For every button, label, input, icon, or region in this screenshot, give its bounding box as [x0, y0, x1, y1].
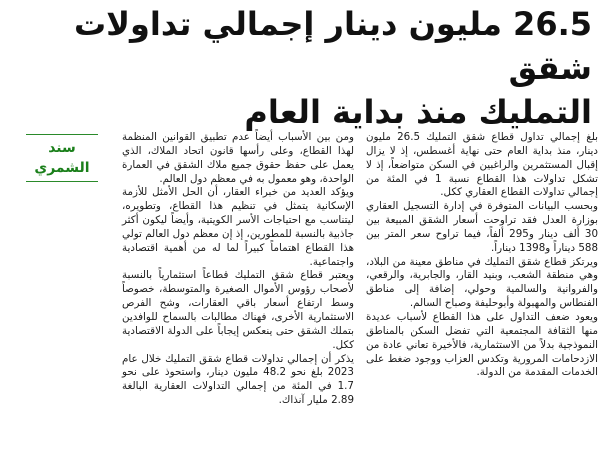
paragraph: بلغ إجمالي تداول قطاع شقق التمليك 26.5 مليون دينار، منذ بداية العام حتى نهاية أغسطس، إذ لا يزال إقبال المستثمرين والراغبين في السكن متواضعاً، إذ لا تشكل تداولات هذا القطاع نسبة 1 في المئة من إجمالي تداولات القطاع العقاري ككل. — [366, 131, 599, 199]
byline-author: سند الشمري — [34, 140, 90, 176]
article-column-right — [366, 131, 598, 380]
headline-line-1: 26.5 مليون دينار إجمالي تداولات شقق — [74, 5, 592, 87]
byline-bottom-rule — [26, 181, 98, 182]
paragraph: ويرتكز قطاع شقق التمليك في مناطق معينة من البلاد، وهي منطقة الشعب، وبنيد القار، والجابرية، والرقعي، والفروانية والسالمية وحولي، إضافة إلى مناطق الفنطاس والمهبولة وأبوحليفة وصباح السالم. — [366, 255, 598, 310]
headline-line-2: التمليك منذ بداية العام — [244, 93, 592, 131]
paragraph: ويعود ضعف التداول على هذا القطاع لأسباب عديدة منها الثقافة المجتمعية التي تفضل السكن بالمناطق النموذجية بدلاً من الاستثمارية، فالأخيرة تعاني عادة من الازدحامات المرورية وتكدس العزاب ووجود ضغط على الخدمات المقدمة من الدولة. — [366, 310, 598, 379]
paragraph: ويعتبر قطاع شقق التمليك قطاعاً استثمارياً بالنسبة لأصحاب رؤوس الأموال الصغيرة والمتوسطة، خصوصاً وسط ارتفاع أسعار باقي العقارات، وشح الفرص الاستثمارية الأخرى، فهناك مطالبات بالسماح للوافدين بتملك الشقق حتى ينعكس إيجاباً على الدولة الاقتصادية ككل. — [122, 269, 354, 351]
paragraph: ومن بين الأسباب أيضاً عدم تطبيق القوانين المنظمة لهذا القطاع، وعلى رأسها قانون اتحاد الملاك، الذي يعمل على حفظ حقوق جميع ملاك الشقق في العمارة الواحدة، وهو معمول به في معظم دول العالم. — [122, 131, 354, 185]
article-column-left — [122, 131, 354, 408]
paragraph: وبحسب البيانات المتوفرة في إدارة التسجيل العقاري بوزارة العدل فقد تراوحت أسعار الشقق المبيعة بين 30 ألف دينار و295 ألفاً، فيما تراوح سعر المتر بين 588 ديناراً و1398 ديناراً. — [366, 200, 598, 254]
byline — [22, 134, 102, 182]
paragraph: يذكر أن إجمالي تداولات قطاع شقق التمليك خلال عام 2023 بلغ نحو 48.2 مليون دينار، واستحوذ على نحو 1.7 في المئة من إجمالي التداولات العقارية البالغة 2.89 مليار آنذاك. — [122, 352, 354, 407]
paragraph: ويؤكد العديد من خبراء العقار، أن الحل الأمثل للأزمة الإسكانية يتمثل في تنظيم هذا القطاع، وتطويره، ليتناسب مع احتياجات الأسر الكويتية، وأيضاً ليكون أكثر جاذبية بالنسبة للمطورين، إذ إن معظم دول العالم تولي هذا القطاع اهتماماً كبيراً لما له من أهمية اقتصادية واجتماعية. — [122, 186, 354, 268]
headline — [18, 2, 592, 134]
